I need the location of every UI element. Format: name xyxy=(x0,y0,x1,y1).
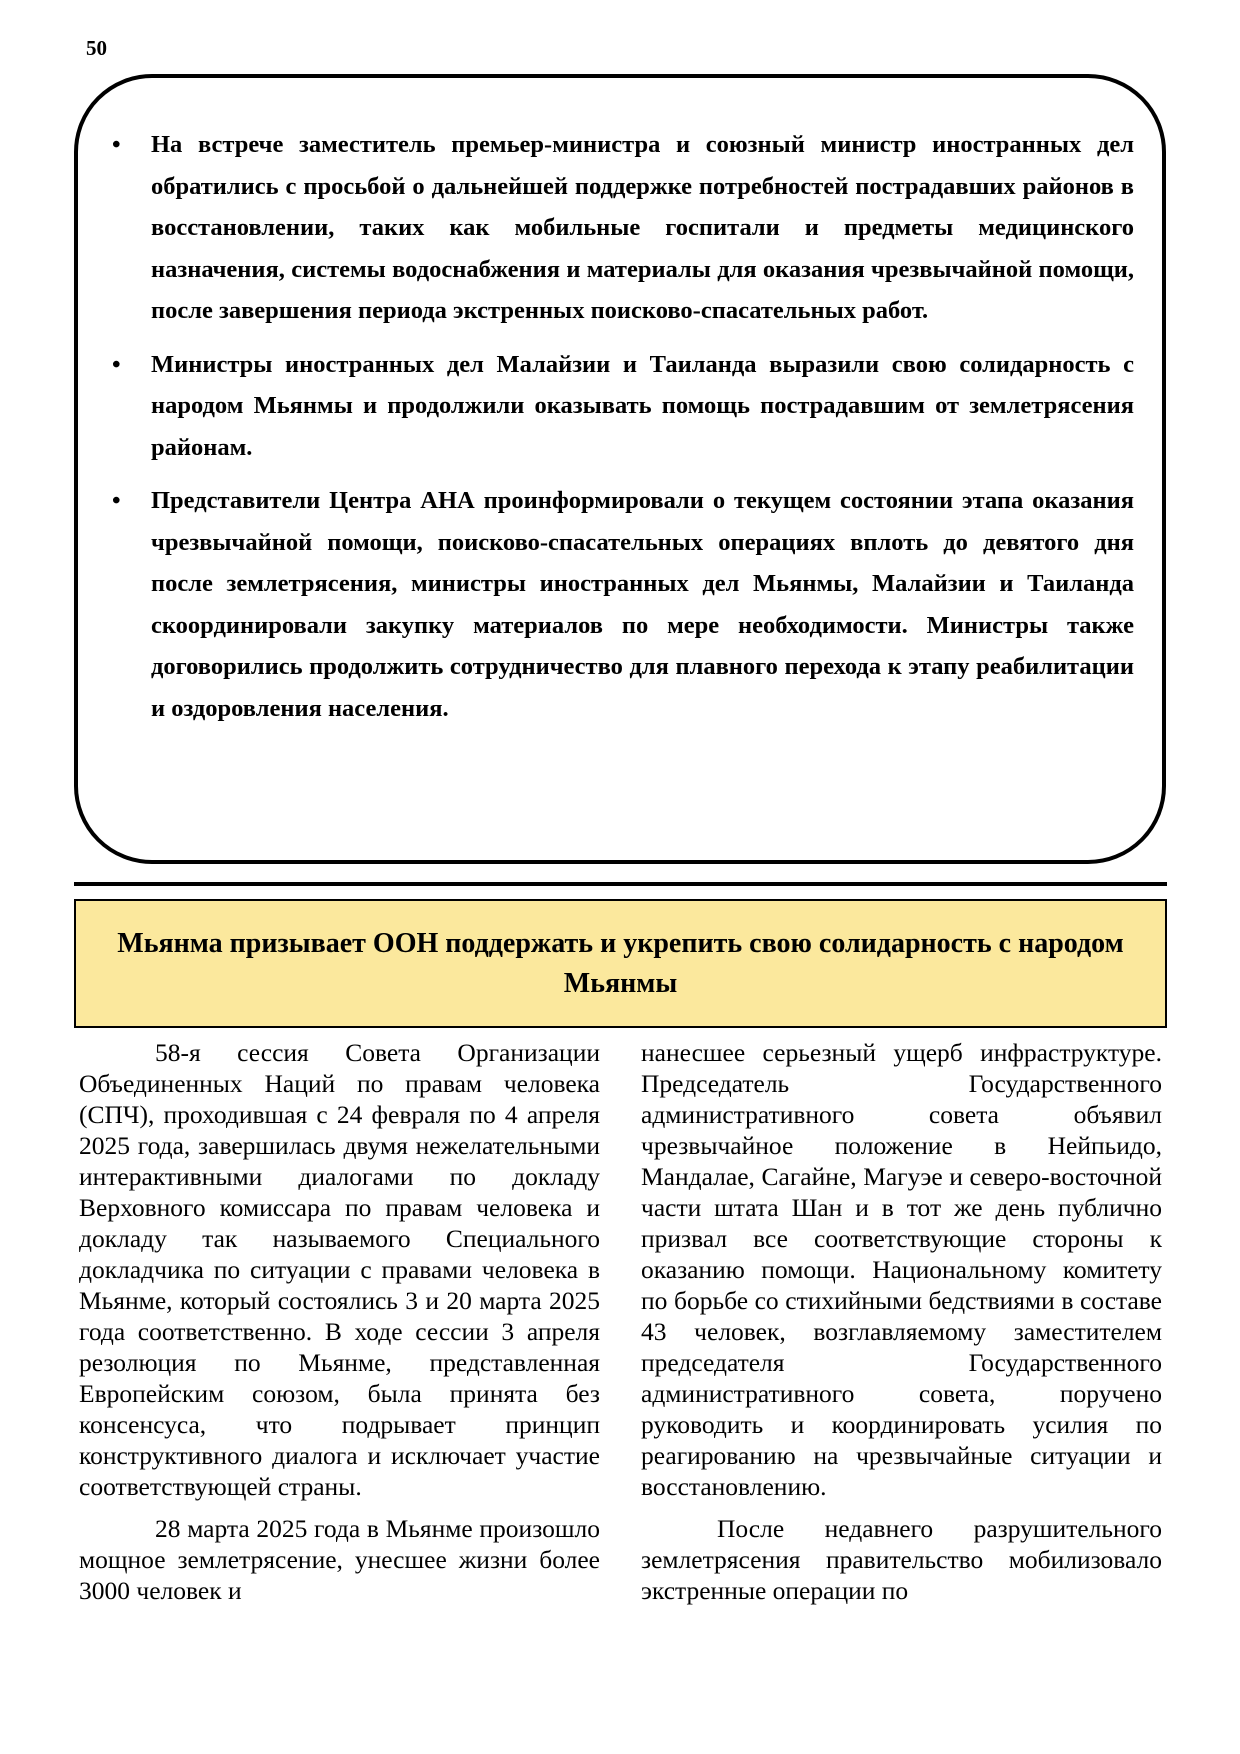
summary-bullet-text: Министры иностранных дел Малайзии и Таиланда выразили свою солидарность с народом Мьянмы и продолжили оказывать помощь пострадавшим от землетрясения районам. xyxy=(151,350,1134,461)
summary-bullet-text: Представители Центра АНА проинформировали о текущем состоянии этапа оказания чрезвычайной помощи, поисково-спасательных операциях вплоть до девятого дня после землетрясения, министры иностранных дел Мьянмы, Малайзии и Таиланда скоординировали закупку материалов по мере необходимости. Министры также договорились продолжить сотрудничество для плавного перехода к этапу реабилитации и оздоровления населения. xyxy=(151,487,1134,722)
summary-bullet-item xyxy=(104,124,1134,332)
article-headline-box xyxy=(74,899,1167,1028)
article-paragraph: нанесшее серьезный ущерб инфраструктуре. Председатель Государственного административного совета объявил чрезвычайное положение в Нейпьидо, Мандалае, Сагайне, Магуэе и северо-восточной части штата Шан и в тот же день публично призвал все соответствующие стороны к оказанию помощи. Национальному комитету по борьбе со стихийными бедствиями в составе 43 человек, возглавляемому заместителем председателя Государственного административного совета, поручено руководить и координировать усилия по реагированию на чрезвычайные ситуации и восстановлению. xyxy=(641,1038,1162,1501)
summary-bullet-item xyxy=(104,480,1134,729)
section-divider xyxy=(74,882,1167,886)
summary-bullet-text: На встрече заместитель премьер-министра и союзный министр иностранных дел обратились с просьбой о дальнейшей поддержке потребностей пострадавших районов в восстановлении, таких как мобильные госпитали и предметы медицинского назначения, системы водоснабжения и материалы для оказания чрезвычайной помощи, после завершения периода экстренных поисково-спасательных работ. xyxy=(151,131,1134,324)
article-left-column xyxy=(79,1037,600,1617)
summary-bullet-list xyxy=(104,124,1134,741)
page-number: 50 xyxy=(86,36,107,60)
bullet-dot-icon: • xyxy=(112,131,121,158)
article-paragraph: После недавнего разрушительного землетрясения правительство мобилизовало экстренные операции по xyxy=(641,1514,1162,1605)
article-right-column xyxy=(641,1037,1162,1617)
bullet-dot-icon: • xyxy=(112,487,121,514)
bullet-dot-icon: • xyxy=(112,350,121,378)
article-paragraph: 28 марта 2025 года в Мьянме произошло мощное землетрясение, унесшее жизни более 3000 человек и xyxy=(79,1514,600,1605)
summary-bullet-item xyxy=(104,344,1134,469)
article-headline: Мьянма призывает ООН поддержать и укрепить свою солидарность с народом Мьянмы xyxy=(117,927,1124,999)
article-paragraph: 58-я сессия Совета Организации Объединенных Наций по правам человека (СПЧ), проходившая с 24 февраля по 4 апреля 2025 года, завершилась двумя нежелательными интерактивными диалогами по докладу Верховного комиссара по правам человека и докладу так называемого Специального докладчика по ситуации с правами человека в Мьянме, который состоялись 3 и 20 марта 2025 года соответственно. В ходе сессии 3 апреля резолюция по Мьянме, представленная Европейским союзом, была принята без консенсуса, что подрывает принцип конструктивного диалога и исключает участие соответствующей страны. xyxy=(79,1038,600,1501)
